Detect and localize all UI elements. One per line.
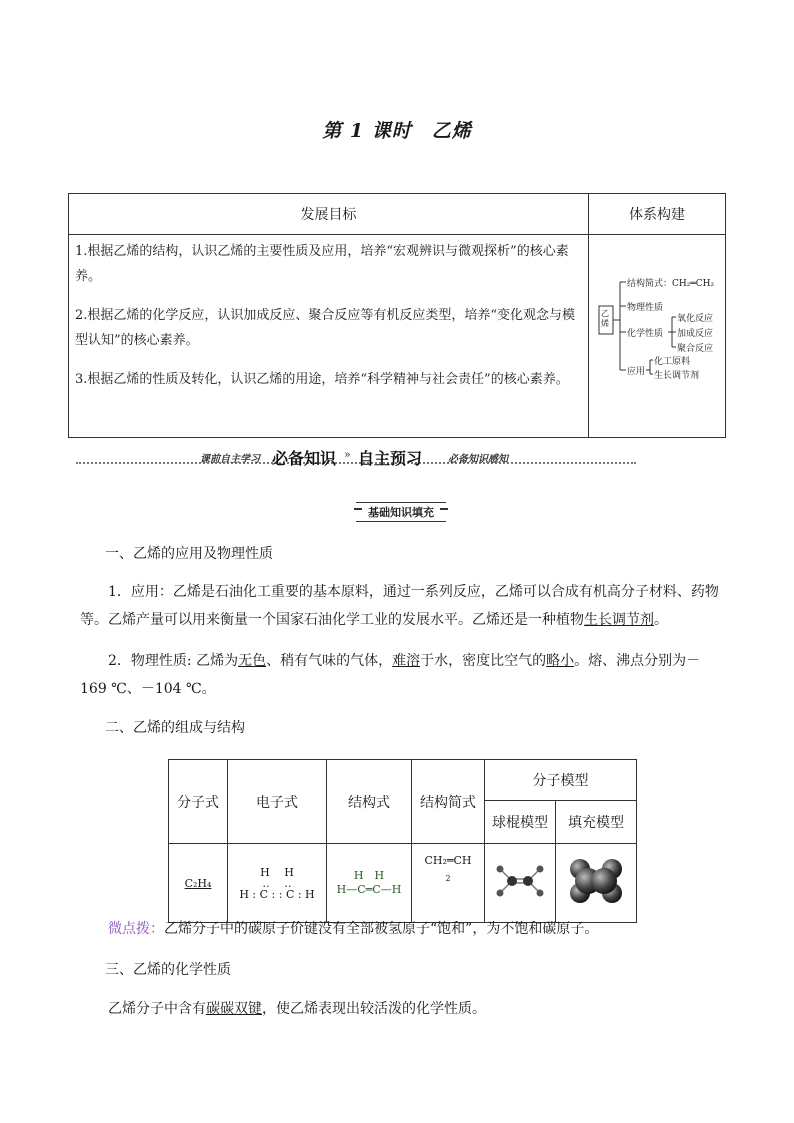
text-run: ，使乙烯表现出较活泼的化学性质。 xyxy=(262,1001,486,1017)
banner-right-label: 必备知识感知 xyxy=(448,454,508,465)
th-model: 分子模型 xyxy=(485,760,637,801)
goal-item: 2.根据乙烯的化学反应，认识加成反应、聚合反应等有机反应类型，培养“变化观念与模型认知”的核心素养。 xyxy=(75,308,576,348)
th-space-fill: 填充模型 xyxy=(556,801,637,844)
section1-paragraph-1 xyxy=(80,578,720,634)
electron-dots: ‥ ‥ xyxy=(262,876,292,890)
concept-app-item: 生长调节剂 xyxy=(654,371,700,381)
th-ball-stick: 球棍模型 xyxy=(485,801,556,844)
goal-item: 1.根据乙烯的结构，认识乙烯的主要性质及应用，培养“宏观辨识与微观探析”的核心素养。 xyxy=(75,244,569,284)
concept-structure: 结构简式：CH₂═CH₂ xyxy=(627,279,715,289)
section2-heading: 二、乙烯的组成与结构 xyxy=(105,720,245,736)
concept-app-item: 化工原料 xyxy=(654,357,691,367)
cell-structural xyxy=(327,844,412,923)
answer-underline: 无色 xyxy=(238,653,267,669)
formula-text: C₂H₄ xyxy=(184,876,212,890)
concept-map xyxy=(590,236,723,436)
concept-chemical: 化学性质 xyxy=(627,329,664,339)
text-run: 。熔、沸点分别为－169 ℃、－104 ℃。 xyxy=(80,653,701,697)
section3-heading: 三、乙烯的化学性质 xyxy=(105,962,231,978)
tip-label: 微点拨： xyxy=(108,921,164,937)
text-run: 乙烯分子中含有 xyxy=(108,1001,206,1017)
banner-left-label: 课前自主学习 xyxy=(200,454,260,465)
ball-stick-model xyxy=(492,861,548,901)
concept-chem-item: 氧化反应 xyxy=(677,314,714,324)
banner-main-b: 自主预习 xyxy=(358,449,423,468)
concept-physical: 物理性质 xyxy=(627,303,664,313)
section1-heading: 一、乙烯的应用及物理性质 xyxy=(105,546,273,562)
page-title: 第 1 课时 乙烯 xyxy=(322,120,472,142)
electron-h: H H xyxy=(260,865,294,879)
th-formula: 分子式 xyxy=(169,760,228,844)
concept-chem-item: 聚合反应 xyxy=(677,344,714,354)
sub-banner: 基础知识填充 xyxy=(356,502,446,522)
tip-text: 乙烯分子中的碳原子价键没有全部被氢原子“饱和”，为不饱和碳原子。 xyxy=(164,921,599,937)
goals-table xyxy=(68,193,726,438)
text-run: 2．物理性质: 乙烯为 xyxy=(108,653,239,669)
th-simple: 结构简式 xyxy=(412,760,485,844)
tip-note xyxy=(108,918,598,938)
simple-a: CH₂═CH xyxy=(424,854,472,867)
banner-dotted-line xyxy=(76,462,636,464)
simple-b: 2 xyxy=(445,874,451,883)
text-run: 、稍有气味的气体， xyxy=(266,653,393,669)
concept-application: 应用 xyxy=(627,367,646,377)
goals-cell xyxy=(69,235,589,438)
answer-underline: 生长调节剂 xyxy=(584,612,654,628)
concept-root: 乙烯 xyxy=(601,309,609,328)
goal-item: 3.根据乙烯的性质及转化，认识乙烯的用途，培养“科学精神与社会责任”的核心素养。 xyxy=(75,372,569,387)
structure-table xyxy=(168,759,637,923)
cell-formula xyxy=(169,844,228,923)
struct-main: H—C═C—H xyxy=(336,883,402,896)
answer-underline: 碳碳双键 xyxy=(206,1001,262,1017)
th-electron: 电子式 xyxy=(228,760,327,844)
cell-ball-stick xyxy=(485,844,556,923)
answer-underline: 难溶 xyxy=(392,653,421,669)
cell-simple xyxy=(412,844,485,923)
answer-underline: 略小 xyxy=(546,653,575,669)
section-banner xyxy=(76,446,636,466)
section1-paragraph-2 xyxy=(80,647,720,703)
text-run: 1．应用：乙烯是石油化工重要的基本原料，通过一系列反应，乙烯可以合成有机高分子材料、药物等。乙烯产量可以用来衡量一个国家石油化学工业的发展水平。乙烯还是一种植物 xyxy=(80,584,719,628)
concept-header: 体系构建 xyxy=(589,194,726,235)
concept-cell xyxy=(589,235,726,438)
banner-main-a: 必备知识 xyxy=(272,449,337,468)
electron-main: H : C : : C : H xyxy=(239,887,315,901)
struct-h: H H xyxy=(353,869,385,882)
text-run: 。 xyxy=(654,612,668,628)
goals-header: 发展目标 xyxy=(69,194,589,235)
section3-paragraph xyxy=(108,999,486,1019)
cell-electron xyxy=(228,844,327,923)
space-fill-model xyxy=(566,857,626,905)
th-structural: 结构式 xyxy=(327,760,412,844)
concept-chem-item: 加成反应 xyxy=(677,329,714,339)
cell-space-fill xyxy=(556,844,637,923)
text-run: 于水，密度比空气的 xyxy=(420,653,547,669)
banner-arrow-icon: » xyxy=(344,448,351,461)
